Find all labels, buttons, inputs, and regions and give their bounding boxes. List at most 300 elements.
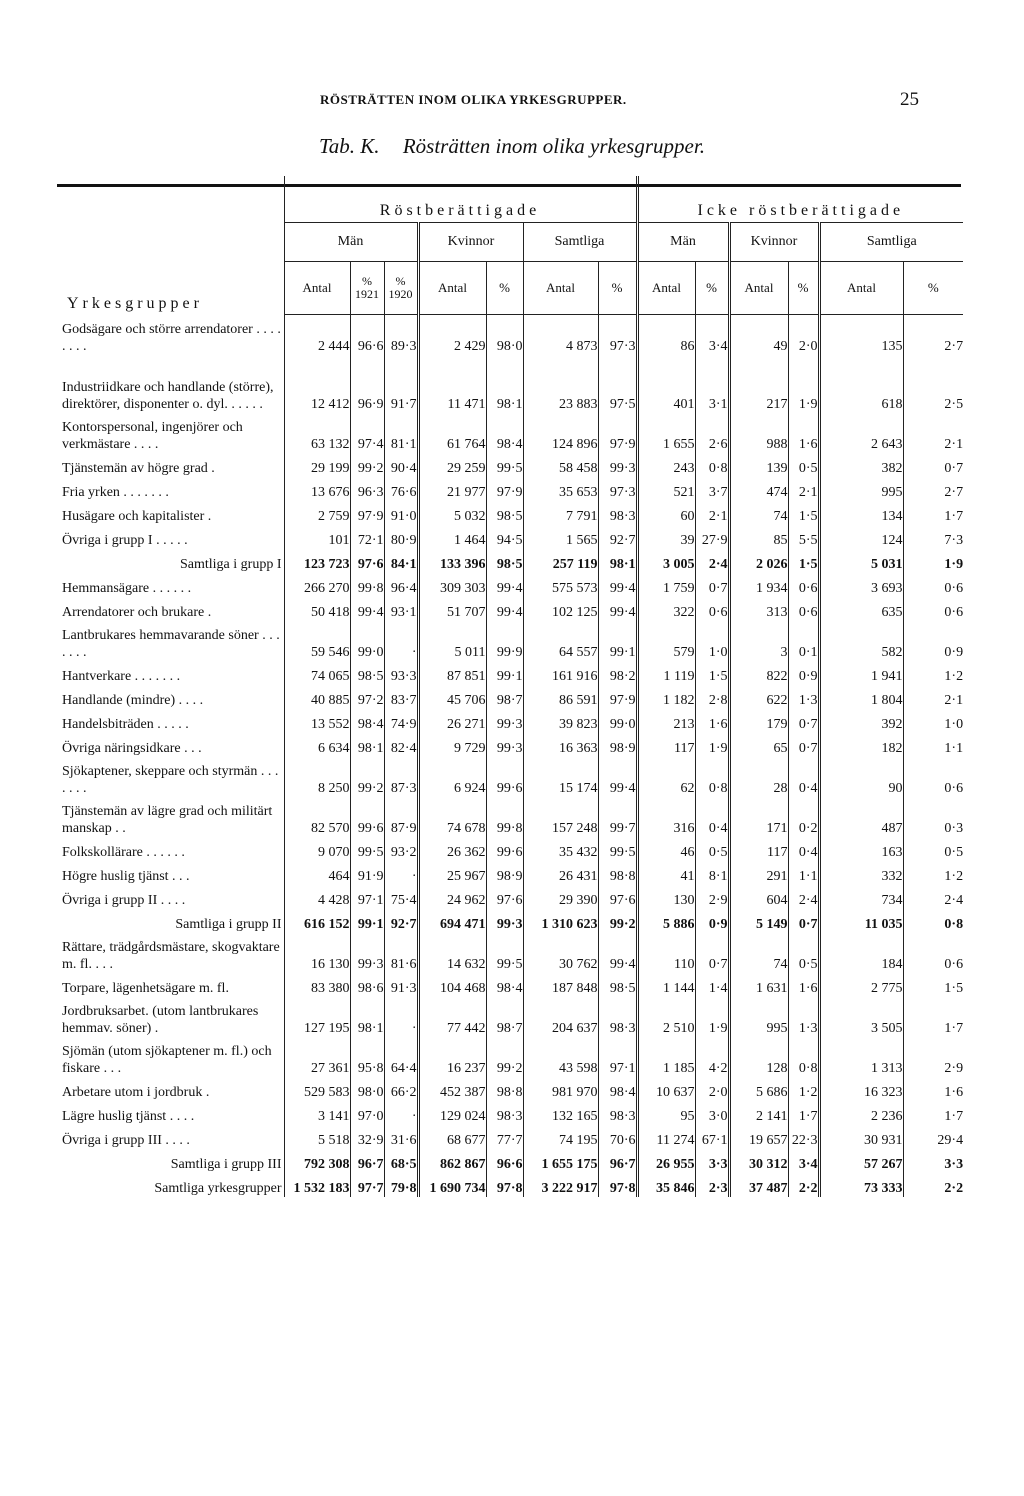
table-cell: 3·1: [695, 355, 729, 413]
table-cell: 1 934: [729, 573, 788, 597]
table-cell: 93·1: [384, 597, 418, 621]
table-cell: 1 310 623: [523, 909, 598, 933]
header-pct-1921: % 1921: [350, 262, 384, 315]
row-label: Sjömän (utom sjökaptener m. fl.) och fiskare . . .: [62, 1044, 272, 1076]
table-cell: 63 132: [284, 413, 350, 453]
header-icke-rostberattigade: Icke röstberättigade: [637, 176, 963, 223]
table-cell: 97·9: [486, 477, 523, 501]
row-label: Rättare, trädgårdsmästare, skogvaktare m. fl. . . .: [62, 940, 280, 972]
table-cell: 74·9: [384, 709, 418, 733]
table-cell: 90·4: [384, 453, 418, 477]
row-label: Lantbrukares hemmavarande söner . . . . . . .: [62, 628, 280, 660]
table-cell: 98·7: [486, 997, 523, 1037]
table-row: [57, 501, 963, 525]
table-cell: 77 442: [418, 997, 486, 1037]
table-cell: 98·7: [486, 685, 523, 709]
table-cell: 76·6: [384, 477, 418, 501]
table-cell: 97·3: [598, 477, 637, 501]
summary-row: [57, 549, 963, 573]
row-label: Kontorspersonal, ingenjörer och verkmästare . . . .: [62, 420, 243, 452]
table-cell: 86 591: [523, 685, 598, 709]
table-cell: 316: [637, 797, 695, 837]
table-cell: 157 248: [523, 797, 598, 837]
table-cell: 2·7: [903, 477, 963, 501]
row-label: Lägre huslig tjänst . . . .: [62, 1109, 195, 1124]
row-label: Övriga i grupp II . . . .: [62, 893, 186, 908]
table-title: Rösträtten inom olika yrkesgrupper.: [402, 134, 705, 158]
table-cell: 98·0: [486, 315, 523, 356]
table-cell: 29 390: [523, 885, 598, 909]
table-cell: 99·3: [350, 933, 384, 973]
table-cell: 75·4: [384, 885, 418, 909]
table-cell: 618: [819, 355, 903, 413]
table-cell: 204 637: [523, 997, 598, 1037]
table-cell: 1·0: [695, 621, 729, 661]
table-row: [57, 861, 963, 885]
table-row: [57, 973, 963, 997]
table-cell: 1 532 183: [284, 1173, 350, 1197]
table-cell: ·: [384, 1101, 418, 1125]
table-cell: 117: [729, 837, 788, 861]
header-pct: %: [788, 262, 819, 315]
header-samtliga-icke: Samtliga: [819, 223, 963, 262]
table-cell: 161 916: [523, 661, 598, 685]
table-cell: 98·3: [598, 501, 637, 525]
table-cell: 243: [637, 453, 695, 477]
table-cell: 27·9: [695, 525, 729, 549]
header-pct: %: [486, 262, 523, 315]
table-cell: 97·9: [598, 413, 637, 453]
table-cell: 5 886: [637, 909, 695, 933]
table-cell: 98·5: [350, 661, 384, 685]
header-man: Män: [284, 223, 418, 262]
table-cell: 79·8: [384, 1173, 418, 1197]
table-row: [57, 573, 963, 597]
table-cell: 87 851: [418, 661, 486, 685]
table-cell: 1·1: [788, 861, 819, 885]
table-cell: 401: [637, 355, 695, 413]
table-cell: 1 313: [819, 1037, 903, 1077]
table-cell: 93·2: [384, 837, 418, 861]
table-cell: 98·1: [598, 549, 637, 573]
table-cell: 99·4: [598, 597, 637, 621]
table-cell: 2 141: [729, 1101, 788, 1125]
table-cell: 49: [729, 315, 788, 356]
table-cell: 99·2: [350, 453, 384, 477]
table-row: [57, 477, 963, 501]
table-cell: 0·6: [788, 597, 819, 621]
table-cell: 13 676: [284, 477, 350, 501]
table-cell: 97·8: [486, 1173, 523, 1197]
table-cell: 96·7: [598, 1149, 637, 1173]
table-cell: 2 236: [819, 1101, 903, 1125]
table-cell: 67·1: [695, 1125, 729, 1149]
table-cell: 8·1: [695, 861, 729, 885]
table-cell: 9 070: [284, 837, 350, 861]
table-cell: 97·5: [598, 355, 637, 413]
table-cell: 1·3: [788, 997, 819, 1037]
table-cell: 127 195: [284, 997, 350, 1037]
header-rostberattigade: Röstberättigade: [284, 176, 637, 223]
table-cell: 130: [637, 885, 695, 909]
row-label: Hantverkare . . . . . . .: [62, 669, 181, 684]
table-cell: 99·4: [598, 933, 637, 973]
table-cell: 2·1: [903, 413, 963, 453]
table-cell: 16 323: [819, 1077, 903, 1101]
table-cell: 3·3: [903, 1149, 963, 1173]
table-row: [57, 453, 963, 477]
table-cell: 92·7: [384, 909, 418, 933]
table-cell: 124: [819, 525, 903, 549]
row-label: Övriga näringsidkare . . .: [62, 741, 202, 756]
table-cell: 604: [729, 885, 788, 909]
table-cell: 0·7: [788, 709, 819, 733]
summary-row: [57, 1173, 963, 1197]
table-cell: 27 361: [284, 1037, 350, 1077]
table-cell: 91·9: [350, 861, 384, 885]
table-cell: 97·9: [598, 685, 637, 709]
table-row: [57, 757, 963, 797]
table-cell: 23 883: [523, 355, 598, 413]
table-cell: 171: [729, 797, 788, 837]
table-cell: 98·2: [598, 661, 637, 685]
table-cell: 1·6: [788, 413, 819, 453]
table-cell: 0·9: [695, 909, 729, 933]
table-cell: 99·1: [486, 661, 523, 685]
table-cell: 95·8: [350, 1037, 384, 1077]
table-cell: 99·6: [486, 837, 523, 861]
table-cell: 0·6: [903, 757, 963, 797]
table-cell: 2·9: [903, 1037, 963, 1077]
table-cell: 96·4: [384, 573, 418, 597]
table-row: [57, 685, 963, 709]
table-cell: 97·1: [350, 885, 384, 909]
table-cell: 99·5: [486, 453, 523, 477]
table-cell: 98·8: [486, 1077, 523, 1101]
table-cell: 575 573: [523, 573, 598, 597]
table-cell: 0·8: [903, 909, 963, 933]
row-label: Torpare, lägenhetsägare m. fl.: [62, 981, 229, 996]
table-cell: 5 011: [418, 621, 486, 661]
table-cell: ·: [384, 997, 418, 1037]
table-cell: 110: [637, 933, 695, 973]
table-cell: 98·4: [486, 973, 523, 997]
table-cell: 1·4: [695, 973, 729, 997]
table-row: [57, 885, 963, 909]
table-cell: 104 468: [418, 973, 486, 997]
header-pct-1920: % 1920: [384, 262, 418, 315]
table-cell: 213: [637, 709, 695, 733]
table-cell: 0·7: [695, 573, 729, 597]
table-cell: 1·9: [903, 549, 963, 573]
table-cell: 99·7: [598, 797, 637, 837]
table-cell: 3 141: [284, 1101, 350, 1125]
table-row: [57, 997, 963, 1037]
table-cell: 74 678: [418, 797, 486, 837]
table-cell: 1 119: [637, 661, 695, 685]
table-cell: 1·7: [788, 1101, 819, 1125]
table-cell: 2·7: [903, 315, 963, 356]
table-cell: 3 222 917: [523, 1173, 598, 1197]
header-antal: Antal: [523, 262, 598, 315]
table-cell: 1 631: [729, 973, 788, 997]
table-cell: 257 119: [523, 549, 598, 573]
table-cell: 98·5: [598, 973, 637, 997]
table-cell: 694 471: [418, 909, 486, 933]
table-cell: 521: [637, 477, 695, 501]
table-cell: 51 707: [418, 597, 486, 621]
table-cell: 98·8: [598, 861, 637, 885]
table-cell: 98·3: [598, 1101, 637, 1125]
table-cell: 0·2: [788, 797, 819, 837]
table-cell: 0·8: [695, 757, 729, 797]
table-cell: 11 274: [637, 1125, 695, 1149]
table-cell: 2·0: [695, 1077, 729, 1101]
table-cell: 0·4: [788, 757, 819, 797]
table-cell: 97·1: [598, 1037, 637, 1077]
table-cell: 45 706: [418, 685, 486, 709]
table-cell: 1·5: [788, 549, 819, 573]
table-cell: 0·3: [903, 797, 963, 837]
table-cell: 635: [819, 597, 903, 621]
table-cell: 99·6: [350, 797, 384, 837]
row-label: Tjänstemän av lägre grad och militärt manskap . .: [62, 804, 273, 836]
table-cell: 96·7: [350, 1149, 384, 1173]
row-label: Handelsbiträden . . . . .: [62, 717, 189, 732]
header-pct: %: [598, 262, 637, 315]
table-cell: 1·9: [695, 997, 729, 1037]
table-cell: 2·1: [903, 685, 963, 709]
table-cell: 97·4: [350, 413, 384, 453]
table-cell: 91·7: [384, 355, 418, 413]
table-cell: 85: [729, 525, 788, 549]
table-row: [57, 837, 963, 861]
table-cell: 99·3: [486, 909, 523, 933]
table-cell: 98·4: [598, 1077, 637, 1101]
table-cell: 1 185: [637, 1037, 695, 1077]
table-cell: 128: [729, 1037, 788, 1077]
table-cell: 66·2: [384, 1077, 418, 1101]
table-cell: 2 510: [637, 997, 695, 1037]
table-cell: 46: [637, 837, 695, 861]
table-cell: 98·4: [350, 709, 384, 733]
table-cell: 81·6: [384, 933, 418, 973]
table-cell: 0·8: [788, 1037, 819, 1077]
table-cell: 99·8: [350, 573, 384, 597]
table-cell: 582: [819, 621, 903, 661]
table-cell: 29·4: [903, 1125, 963, 1149]
table-cell: 11 471: [418, 355, 486, 413]
table-cell: 139: [729, 453, 788, 477]
table-cell: 43 598: [523, 1037, 598, 1077]
table-cell: 1·9: [695, 733, 729, 757]
table-cell: 1·5: [788, 501, 819, 525]
table-cell: 1·7: [903, 1101, 963, 1125]
table-cell: 87·9: [384, 797, 418, 837]
table-cell: 26 362: [418, 837, 486, 861]
header-antal: Antal: [418, 262, 486, 315]
table-cell: 90: [819, 757, 903, 797]
table-cell: 101: [284, 525, 350, 549]
table-cell: 313: [729, 597, 788, 621]
table-cell: 3 005: [637, 549, 695, 573]
table-cell: 98·0: [350, 1077, 384, 1101]
table-cell: 58 458: [523, 453, 598, 477]
table-cell: 26 955: [637, 1149, 695, 1173]
table-cell: 579: [637, 621, 695, 661]
table-cell: 25 967: [418, 861, 486, 885]
table-cell: 29 199: [284, 453, 350, 477]
table-cell: 24 962: [418, 885, 486, 909]
table-cell: 217: [729, 355, 788, 413]
table-cell: 99·0: [350, 621, 384, 661]
table-cell: 97·6: [350, 549, 384, 573]
table-cell: 40 885: [284, 685, 350, 709]
table-row: [57, 709, 963, 733]
table-cell: 26 271: [418, 709, 486, 733]
table-cell: 26 431: [523, 861, 598, 885]
table-cell: 2·9: [695, 885, 729, 909]
table-cell: 68·5: [384, 1149, 418, 1173]
table-cell: 13 552: [284, 709, 350, 733]
table-cell: 5 031: [819, 549, 903, 573]
table-cell: 99·9: [486, 621, 523, 661]
table-cell: 309 303: [418, 573, 486, 597]
table-cell: 99·3: [486, 733, 523, 757]
table-cell: 129 024: [418, 1101, 486, 1125]
table-cell: 2 444: [284, 315, 350, 356]
row-label: Tjänstemän av högre grad .: [62, 461, 215, 476]
table-cell: 529 583: [284, 1077, 350, 1101]
table-cell: 59 546: [284, 621, 350, 661]
table-cell: 22·3: [788, 1125, 819, 1149]
table-cell: 98·1: [486, 355, 523, 413]
table-cell: 31·6: [384, 1125, 418, 1149]
table-label: Tab. K.: [319, 134, 380, 158]
table-cell: 16 130: [284, 933, 350, 973]
table-cell: 93·3: [384, 661, 418, 685]
table-cell: 1·9: [788, 355, 819, 413]
table-cell: 6 634: [284, 733, 350, 757]
table-cell: 57 267: [819, 1149, 903, 1173]
table-row: [57, 355, 963, 413]
table-row: [57, 661, 963, 685]
table-cell: 96·9: [350, 355, 384, 413]
table-cell: 16 363: [523, 733, 598, 757]
table-cell: 37 487: [729, 1173, 788, 1197]
row-label: Godsägare och större arrendatorer . . . . . . . .: [62, 322, 281, 354]
table-cell: 792 308: [284, 1149, 350, 1173]
row-label: Jordbruksarbet. (utom lantbrukares hemmav. söner) .: [62, 1004, 259, 1036]
table-cell: 4·2: [695, 1037, 729, 1077]
table-cell: 97·8: [598, 1173, 637, 1197]
header-man-icke: Män: [637, 223, 729, 262]
table-cell: 822: [729, 661, 788, 685]
table-cell: 95: [637, 1101, 695, 1125]
table-cell: 123 723: [284, 549, 350, 573]
table-cell: 99·5: [598, 837, 637, 861]
table-cell: 1·2: [903, 861, 963, 885]
table-cell: 995: [729, 997, 788, 1037]
table-row: [57, 797, 963, 837]
table-cell: 3·4: [695, 315, 729, 356]
table-cell: ·: [384, 861, 418, 885]
table-cell: 2·4: [695, 549, 729, 573]
table-cell: 2·4: [788, 885, 819, 909]
table-cell: 65: [729, 733, 788, 757]
header-pct: %: [695, 262, 729, 315]
table-cell: 187 848: [523, 973, 598, 997]
table-cell: 1 655 175: [523, 1149, 598, 1173]
table-cell: 62: [637, 757, 695, 797]
header-antal: Antal: [819, 262, 903, 315]
table-cell: 94·5: [486, 525, 523, 549]
table-cell: 487: [819, 797, 903, 837]
table-cell: 0·7: [788, 909, 819, 933]
table-cell: 7·3: [903, 525, 963, 549]
table-cell: 2·2: [788, 1173, 819, 1197]
table-cell: 70·6: [598, 1125, 637, 1149]
table-cell: 97·6: [486, 885, 523, 909]
table-cell: 98·3: [486, 1101, 523, 1125]
table-cell: 5 518: [284, 1125, 350, 1149]
table-cell: 3·7: [695, 477, 729, 501]
header-antal: Antal: [729, 262, 788, 315]
table-cell: 99·2: [486, 1037, 523, 1077]
table-row: [57, 597, 963, 621]
table-cell: 3·4: [788, 1149, 819, 1173]
table-cell: 0·9: [788, 661, 819, 685]
table-cell: 61 764: [418, 413, 486, 453]
table-cell: 0·5: [903, 837, 963, 861]
table-cell: 0·6: [903, 597, 963, 621]
row-label: Fria yrken . . . . . . .: [62, 485, 169, 500]
table-cell: 616 152: [284, 909, 350, 933]
table-cell: 2·5: [903, 355, 963, 413]
page-number: 25: [900, 89, 919, 110]
table-cell: 102 125: [523, 597, 598, 621]
row-label: Samtliga i grupp III: [170, 1157, 282, 1172]
header-pct: %: [903, 262, 963, 315]
row-label: Högre huslig tjänst . . .: [62, 869, 190, 884]
table-cell: 5 032: [418, 501, 486, 525]
table-row: [57, 525, 963, 549]
table-cell: 332: [819, 861, 903, 885]
table-cell: 734: [819, 885, 903, 909]
table-cell: 0·6: [788, 573, 819, 597]
table-cell: 91·0: [384, 501, 418, 525]
table-cell: ·: [384, 621, 418, 661]
table-cell: 74: [729, 501, 788, 525]
table-cell: 1 565: [523, 525, 598, 549]
row-label: Industriidkare och handlande (större), direktörer, disponenter o. dyl. . . . . .: [62, 380, 274, 412]
table-cell: 97·3: [598, 315, 637, 356]
table-cell: 8 250: [284, 757, 350, 797]
table-cell: 134: [819, 501, 903, 525]
table-cell: 16 237: [418, 1037, 486, 1077]
row-label: Husägare och kapitalister .: [62, 509, 212, 524]
table-cell: 2·2: [903, 1173, 963, 1197]
table-cell: 50 418: [284, 597, 350, 621]
table-row: [57, 1077, 963, 1101]
table-cell: 179: [729, 709, 788, 733]
table-cell: 35 432: [523, 837, 598, 861]
table-cell: 124 896: [523, 413, 598, 453]
table-cell: 12 412: [284, 355, 350, 413]
table-cell: 5·5: [788, 525, 819, 549]
table-cell: 474: [729, 477, 788, 501]
table-cell: 2 026: [729, 549, 788, 573]
